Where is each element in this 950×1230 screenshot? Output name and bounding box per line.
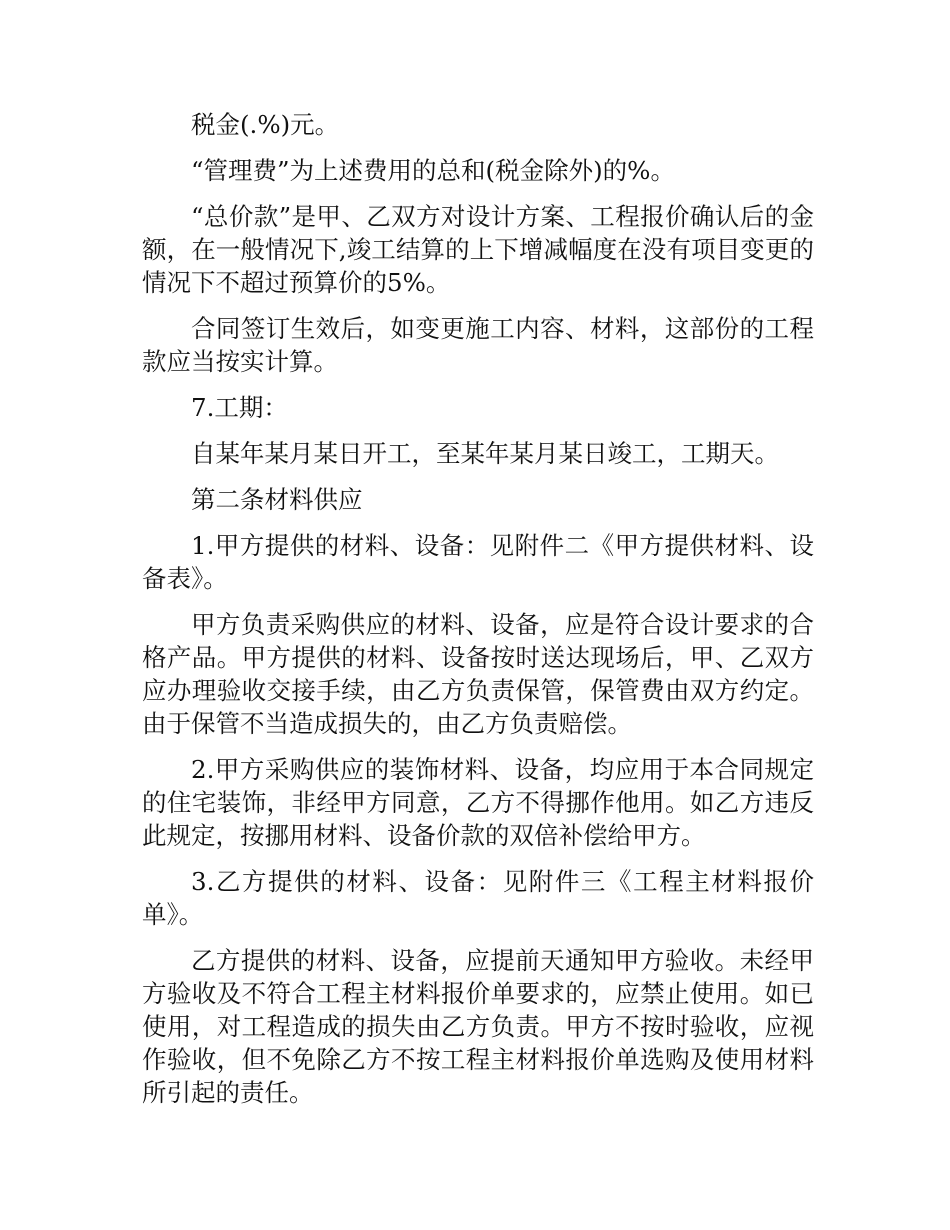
paragraph-contract-changes: 合同签订生效后，如变更施工内容、材料，这部份的工程款应当按实计算。 bbox=[142, 314, 814, 376]
paragraph-party-a-materials: 1.甲方提供的材料、设备：见附件二《甲方提供材料、设备表》。 bbox=[142, 531, 814, 593]
paragraph-management-fee: “管理费”为上述费用的总和(税金除外)的%。 bbox=[191, 156, 675, 185]
paragraph-party-a-usage: 2.甲方采购供应的装饰材料、设备，均应用于本合同规定的住宅装饰，非经甲方同意，乙方不得挪作他用。如乙方违反此规定，按挪用材料、设备价款的双倍补偿给甲方。 bbox=[142, 755, 814, 850]
paragraph-party-a-responsibility: 甲方负责采购供应的材料、设备，应是符合设计要求的合格产品。甲方提供的材料、设备按时送达现场后，甲、乙双方应办理验收交接手续，由乙方负责保管，保管费由双方约定。由于保管不当造成损失的，由乙方负责赔偿。 bbox=[142, 610, 814, 738]
paragraph-total-price: “总价款”是甲、乙双方对设计方案、工程报价确认后的金额，在一般情况下,竣工结算的上下增减幅度在没有项目变更的情况下不超过预算价的5%。 bbox=[142, 202, 814, 297]
document-page bbox=[142, 108, 814, 1122]
paragraph-schedule-dates: 自某年某月某日开工，至某年某月某日竣工，工期天。 bbox=[191, 439, 779, 468]
paragraph-tax: 税金(.%)元。 bbox=[191, 110, 340, 139]
paragraph-schedule-heading: 7.工期： bbox=[191, 393, 288, 422]
paragraph-party-b-materials: 3.乙方提供的材料、设备：见附件三《工程主材料报价单》。 bbox=[142, 867, 814, 929]
paragraph-party-b-inspection: 乙方提供的材料、设备，应提前天通知甲方验收。未经甲方验收及不符合工程主材料报价单要求的，应禁止使用。如已使用，对工程造成的损失由乙方负责。甲方不按时验收，应视作验收，但不免除乙方不按工程主材料报价单选购及使用材料所引起的责任。 bbox=[142, 946, 814, 1107]
section-heading-material-supply: 第二条材料供应 bbox=[191, 485, 363, 514]
